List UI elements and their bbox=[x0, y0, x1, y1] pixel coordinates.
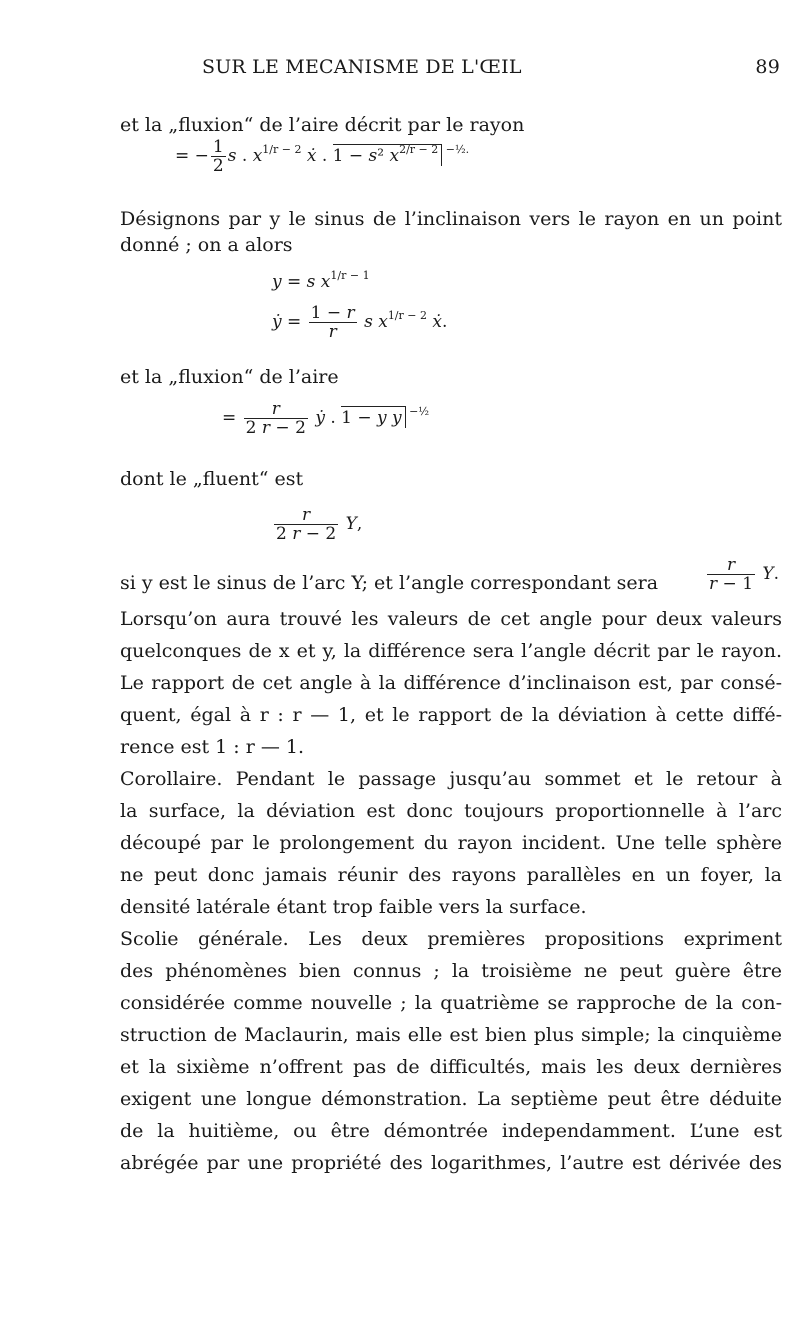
text-line: et la „fluxion“ de l’aire bbox=[120, 366, 339, 388]
text-line: et la „fluxion“ de l’aire décrit par le rayon bbox=[120, 114, 525, 136]
text-line: Le rapport de cet angle à la différence d’inclinaison est, par consé- bbox=[120, 672, 782, 694]
text-line: des phénomènes bien connus ; la troisième ne peut guère être bbox=[120, 960, 782, 982]
text-line: Scolie générale. Les deux premières propositions expriment bbox=[120, 928, 782, 950]
equation-5 bbox=[272, 506, 362, 543]
equation-2 bbox=[272, 269, 370, 292]
text-line: considérée comme nouvelle ; la quatrième se rapproche de la con- bbox=[120, 992, 782, 1014]
text-segment: si y est le sinus de l’arc Y; et l’angle correspondant sera bbox=[120, 572, 659, 594]
text-line: ne peut donc jamais réunir des rayons parallèles en un foyer, la bbox=[120, 864, 782, 886]
text-line: Désignons par y le sinus de l’inclinaison vers le rayon en un point bbox=[120, 208, 782, 230]
running-header bbox=[120, 56, 780, 86]
equation-3-render: ẏ = $\frac{1 - r}{r}$ s $x^{1/r - 2}$ ẋ. bbox=[272, 303, 448, 342]
text-line: la surface, la déviation est donc toujours proportionnelle à l’arc bbox=[120, 800, 782, 822]
text-line: dont le „fluent“ est bbox=[120, 468, 304, 490]
equation-6-render: $\frac{r}{r - 1}$ Y. bbox=[709, 555, 780, 594]
text-line: abrégée par une propriété des logarithmes, l’autre est dérivée des bbox=[120, 1152, 782, 1174]
text-line: donné ; on a alors bbox=[120, 234, 293, 256]
running-title: SUR LE MECANISME DE L'ŒIL bbox=[202, 56, 522, 78]
page-number: 89 bbox=[755, 56, 780, 78]
text-line: Lorsqu’on aura trouvé les valeurs de cet angle pour deux valeurs bbox=[120, 608, 782, 630]
equation-6 bbox=[705, 556, 779, 593]
text-line: découpé par le prolongement du rayon incident. Une telle sphère bbox=[120, 832, 782, 854]
text-line-with-equation bbox=[120, 570, 658, 596]
equation-3 bbox=[272, 304, 447, 341]
text-line: quelconques de x et y, la différence sera l’angle décrit par le rayon. bbox=[120, 640, 782, 662]
text-line: struction de Maclaurin, mais elle est bien plus simple; la cinquième bbox=[120, 1024, 782, 1046]
text-line: densité latérale étant trop faible vers la surface. bbox=[120, 896, 587, 918]
equation-1-render: = − $\frac{1}{2}$ s . $x^{1/r - 2}$ ẋ . 1 − s² $x^{2/r - 2}$ $^{-\frac{1}{2}.}$ bbox=[175, 137, 470, 176]
equation-4 bbox=[222, 400, 429, 437]
equation-5-render: $\frac{r}{2 r - 2}$ Y, bbox=[276, 505, 363, 544]
text-line: rence est 1 : r — 1. bbox=[120, 736, 305, 758]
text-line: quent, égal à r : r — 1, et le rapport de la déviation à cette diffé- bbox=[120, 704, 782, 726]
equation-1 bbox=[175, 138, 469, 175]
text-line: exigent une longue démonstration. La septième peut être déduite bbox=[120, 1088, 782, 1110]
equation-2-render: y = s $x^{1/r - 1}$ bbox=[272, 269, 370, 292]
text-line: Corollaire. Pendant le passage jusqu’au sommet et le retour à bbox=[120, 768, 782, 790]
equation-4-render: = $\frac{r}{2 r - 2}$ ẏ . 1 − y y $^{-\frac{1}{2}}$ bbox=[222, 399, 430, 438]
text-line: et la sixième n’offrent pas de difficultés, mais les deux dernières bbox=[120, 1056, 782, 1078]
text-line: de la huitième, ou être démontrée independamment. L’une est bbox=[120, 1120, 782, 1142]
